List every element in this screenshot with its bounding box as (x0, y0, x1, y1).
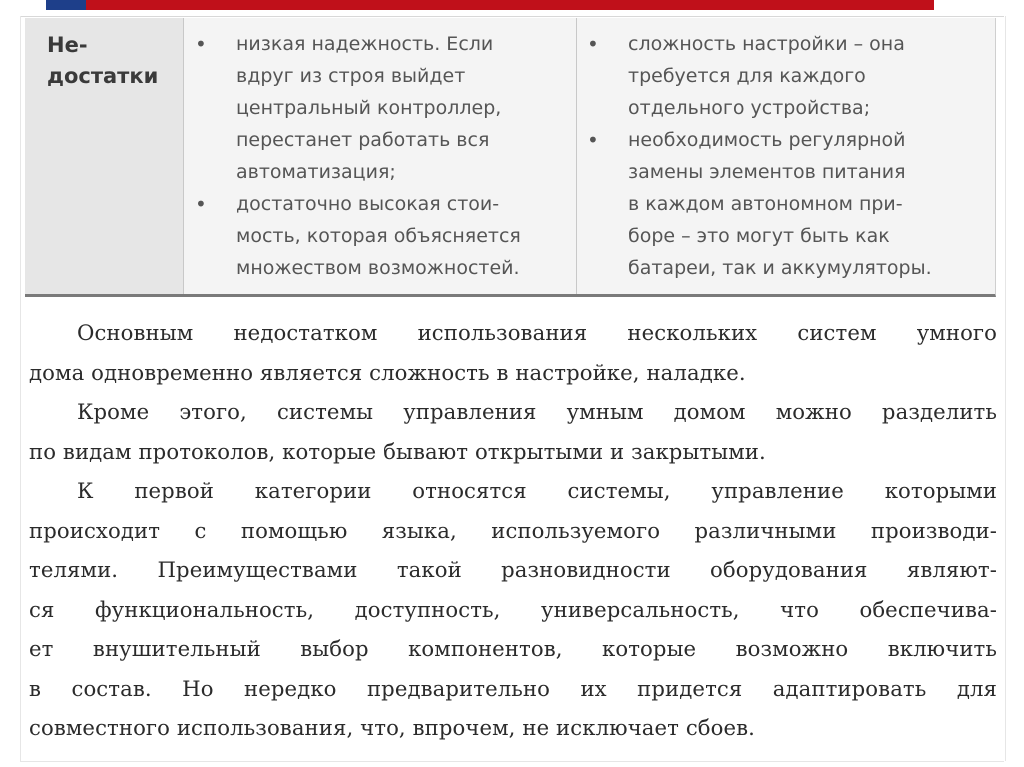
bullet-icon: • (587, 128, 599, 152)
bullet-icon: • (195, 192, 207, 216)
list-item (191, 188, 571, 284)
list-item-text: необходимость регулярной замены элементов питания в каждом автономном при- боре – это могут быть как батареи, так и аккумуляторы. (628, 129, 932, 279)
disadvantages-table (25, 18, 996, 297)
row-header-label: Не- достатки (47, 33, 159, 88)
body-line: по видам протоколов, которые бывают открытыми и закрытыми. (29, 438, 766, 464)
list-item-text: сложность настройки – она требуется для каждого отдельного устройства; (628, 33, 905, 119)
body-line: ся функциональность, доступность, универсальность, что обеспечива- (29, 596, 997, 622)
decorative-red-bar (86, 0, 934, 10)
body-line: совместного использования, что, впрочем, не исключает сбоев. (29, 715, 756, 740)
body-paragraphs (29, 313, 997, 748)
bullet-icon: • (195, 32, 207, 56)
list-item (191, 28, 571, 188)
body-line: Кроме этого, системы управления умным домом можно разделить (77, 399, 997, 424)
decentralized-disadvantages-cell (583, 28, 988, 284)
bullet-icon: • (587, 32, 599, 56)
body-line: происходит с помощью языка, используемого различными производи- (29, 517, 997, 543)
body-line: телями. Преимуществами такой разновидности оборудования являют- (29, 557, 997, 582)
body-line: К первой категории относятся системы, управление которыми (77, 478, 997, 503)
list-item (583, 124, 988, 284)
slide-frame-left (20, 16, 21, 761)
slide-frame-top (20, 16, 1004, 17)
decorative-blue-tab (46, 0, 86, 10)
body-line: в состав. Но нередко предварительно их придется адаптировать для (29, 675, 997, 701)
body-line: ет внушительный выбор компонентов, которые возможно включить (29, 636, 997, 661)
column-divider (576, 18, 577, 294)
column-divider (183, 18, 184, 294)
body-line: дома одновременно является сложность в настройке, наладке. (29, 359, 746, 385)
list-item-text: низкая надежность. Если вдруг из строя выйдет центральный контроллер, перестанет работать вся автоматизация; (236, 33, 502, 183)
list-item (583, 28, 988, 124)
body-line: Основным недостатком использования нескольких систем умного (77, 320, 997, 345)
list-item-text: достаточно высокая стои- мость, которая объясняется множеством возможностей. (236, 193, 521, 279)
slide-frame-right (1005, 16, 1006, 761)
slide-frame-bottom (20, 761, 1004, 762)
centralized-disadvantages-cell (191, 28, 571, 284)
row-header-cell (25, 18, 183, 294)
